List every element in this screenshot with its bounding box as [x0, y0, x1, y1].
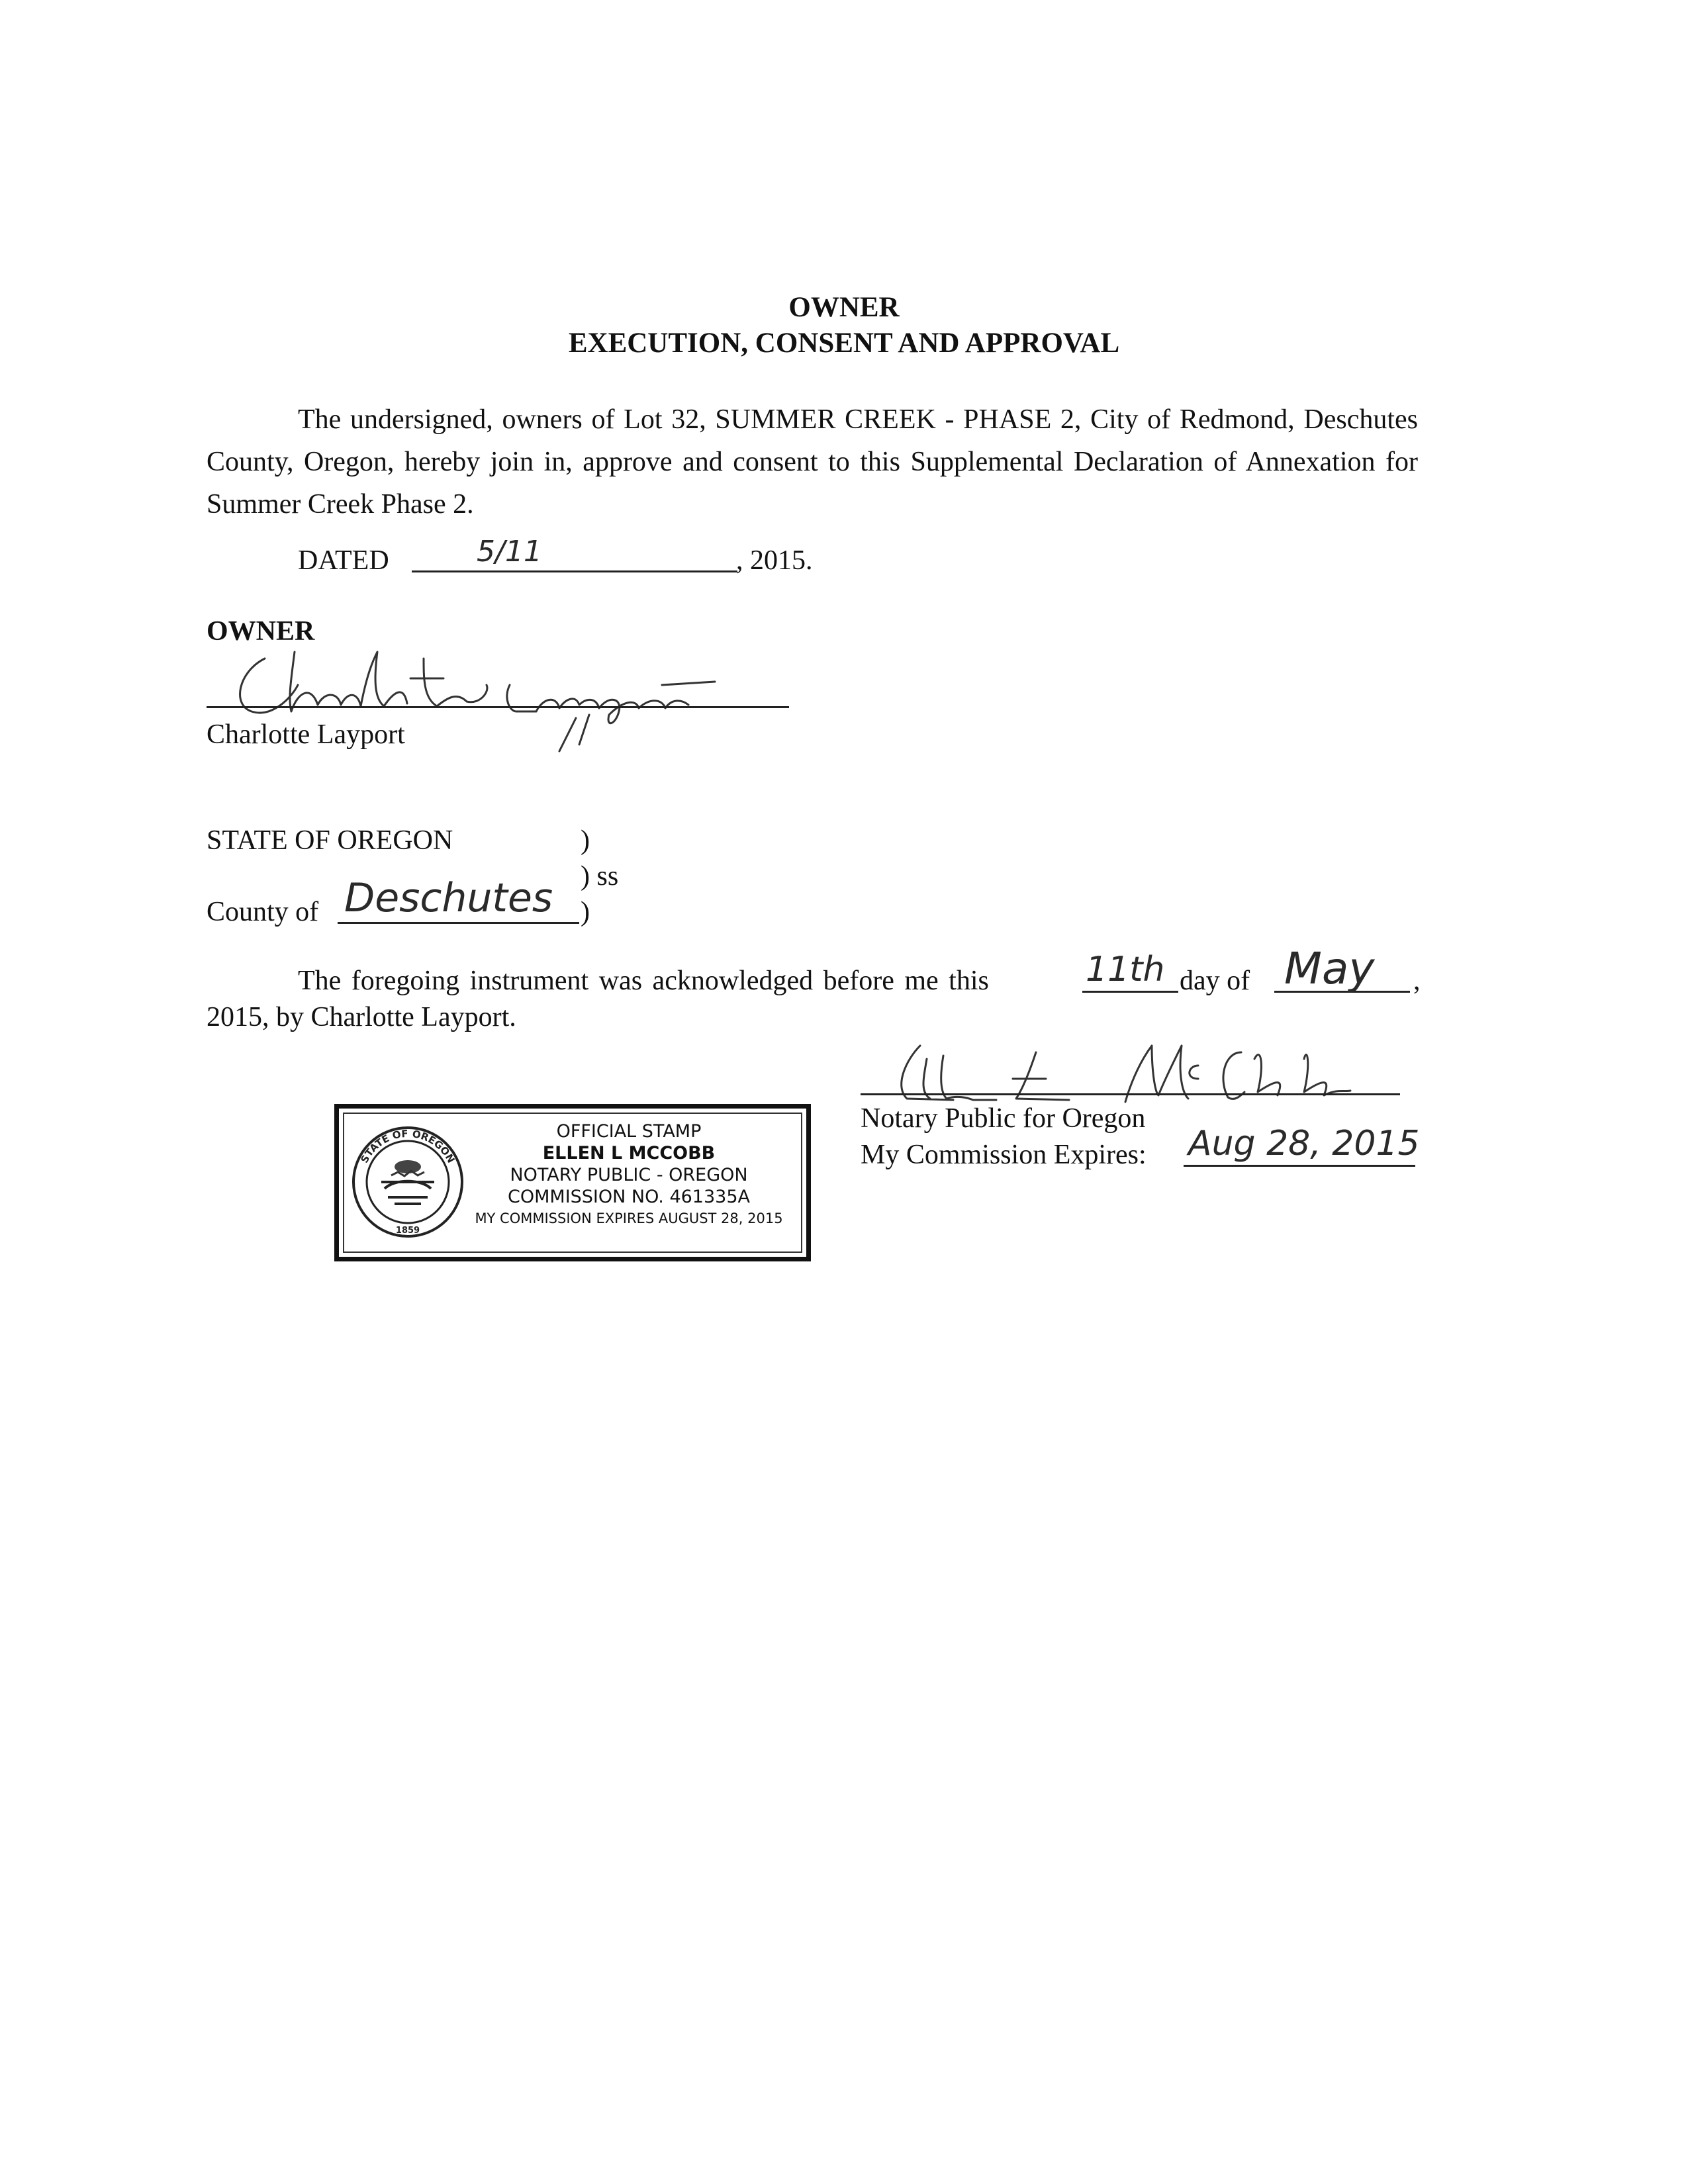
ss-line: ) ss — [581, 861, 619, 891]
stamp-line-notary: NOTARY PUBLIC - OREGON — [510, 1165, 748, 1185]
stamp-line-expires: MY COMMISSION EXPIRES AUGUST 28, 2015 — [475, 1210, 783, 1226]
consent-paragraph — [207, 398, 1418, 525]
ack-day-underline — [1082, 991, 1178, 993]
owner-label: OWNER — [207, 616, 315, 647]
ack-day-handwritten: 11th — [1086, 950, 1165, 989]
seal-year: 1859 — [395, 1226, 420, 1236]
consent-paragraph-text: The undersigned, owners of Lot 32, SUMMER CREEK - PHASE 2, City of Redmond, Deschutes County, Oregon, hereby join in, approve and consent to this Supplemental Declaration of Annexation for Summer Creek Phase 2. — [207, 404, 1418, 520]
ack-comma: , — [1413, 966, 1421, 996]
document-heading-owner: OWNER — [788, 292, 900, 323]
paren-bottom: ) — [581, 897, 590, 927]
owner-signature-line — [207, 706, 789, 708]
ack-month-handwritten: May — [1284, 943, 1375, 994]
seal-text-top: STATE OF OREGON — [358, 1127, 457, 1165]
commission-underline — [1184, 1165, 1415, 1167]
oregon-state-seal-icon — [348, 1119, 467, 1245]
ack-text-line2: 2015, by Charlotte Layport. — [207, 1002, 516, 1032]
owner-printed-name: Charlotte Layport — [207, 719, 405, 750]
stamp-line-official: OFFICIAL STAMP — [556, 1121, 702, 1142]
ack-text-part2: day of — [1180, 966, 1250, 996]
notary-signature-line — [861, 1093, 1400, 1095]
stamp-text-block — [458, 1120, 800, 1230]
document-heading-execution: EXECUTION, CONSENT AND APPROVAL — [568, 328, 1120, 359]
county-underline — [338, 922, 579, 924]
official-notary-stamp — [334, 1104, 811, 1261]
ack-text-part1: The foregoing instrument was acknowledged before me this — [298, 966, 989, 996]
dated-label: DATED — [298, 545, 389, 576]
commission-label: My Commission Expires: — [861, 1140, 1147, 1170]
county-handwritten-value: Deschutes — [344, 875, 553, 921]
stamp-line-commission: COMMISSION NO. 461335A — [508, 1187, 750, 1207]
commission-handwritten-date: Aug 28, 2015 — [1188, 1124, 1420, 1163]
paren-top: ) — [581, 825, 590, 856]
dated-year: , 2015. — [736, 545, 813, 576]
notary-title: Notary Public for Oregon — [861, 1103, 1146, 1134]
county-label: County of — [207, 897, 319, 927]
dated-underline — [412, 570, 737, 572]
stamp-line-name: ELLEN L MCCOBB — [542, 1143, 716, 1163]
dated-handwritten-value: 5/11 — [477, 535, 542, 569]
state-line: STATE OF OREGON — [207, 825, 453, 856]
